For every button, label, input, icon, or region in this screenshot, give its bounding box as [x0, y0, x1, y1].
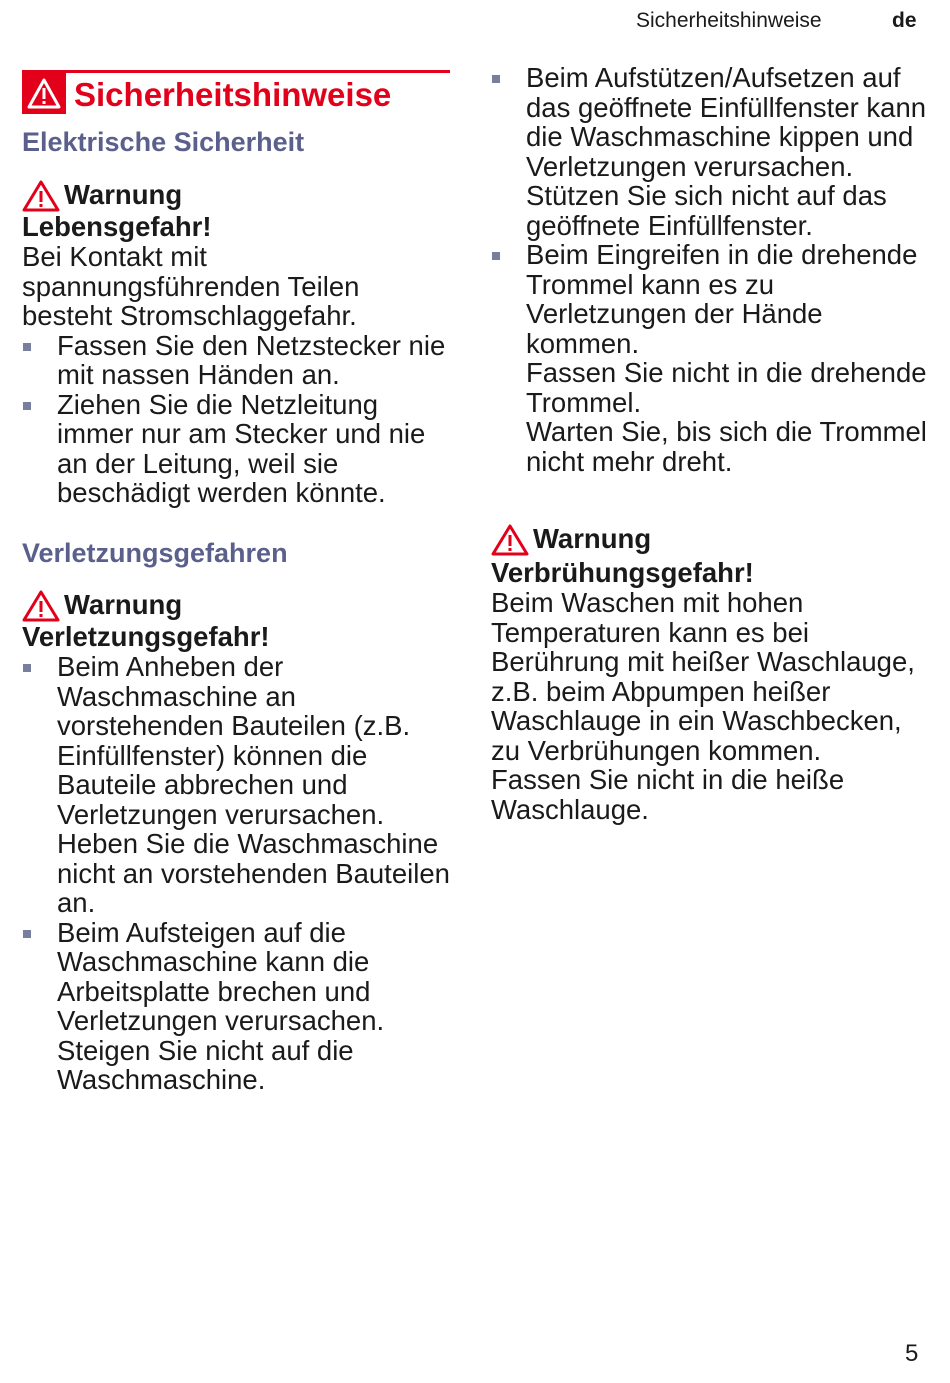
- list-item: Fassen Sie den Netzstecker nie mit nassen Händen an.: [22, 331, 452, 390]
- list-item: [491, 240, 931, 476]
- warning-triangle-icon: [22, 180, 60, 212]
- running-header-section: Sicherheitshinweise: [636, 9, 822, 32]
- warning-triangle-icon: [491, 524, 529, 556]
- page-title: Sicherheitshinweise: [74, 76, 392, 113]
- electrical-warning-body: [22, 211, 452, 508]
- scald-text: Beim Waschen mit hohen Temperaturen kann es bei Berührung mit heißer Waschlauge, z.B. beim Abpumpen heißer Waschlauge in ein Waschbecken, zu Verbrühungen kommen. Fassen Sie nicht in die heiße Waschlauge.: [491, 587, 915, 825]
- danger-text: Verbrühungsgefahr!: [491, 557, 754, 588]
- warning-label: Warnung: [533, 523, 652, 554]
- running-header-language: de: [892, 9, 917, 32]
- injury-warning-continued: [491, 63, 931, 476]
- list-item: Beim Aufstützen/Aufsetzen auf das geöffnete Einfüllfenster kann die Waschmaschine kippen und Verletzungen verursachen. Stützen Sie sich nicht auf das geöffnete Einfüllfenster.: [491, 63, 931, 240]
- injury-warning-body: [22, 621, 452, 1095]
- danger-text: Verletzungsgefahr!: [22, 621, 270, 652]
- warning-triangle-icon: [27, 78, 61, 109]
- warning-label: Warnung: [64, 589, 183, 620]
- heading-electrical-safety: Elektrische Sicherheit: [22, 127, 305, 157]
- list-item-text: Beim Eingreifen in die drehende Trommel kann es zu Verletzungen der Hände kommen.: [526, 239, 918, 359]
- electrical-instructions-list: [22, 331, 452, 508]
- section-title-bar: [22, 70, 450, 117]
- title-warning-badge: [22, 73, 66, 114]
- heading-injury-hazards: Verletzungsgefahren: [22, 538, 288, 568]
- scald-warning-body: [491, 557, 931, 824]
- list-item: Beim Anheben der Waschmaschine an vorstehenden Bauteilen (z.B. Einfüllfenster) können die Bauteile abbrechen und Verletzungen verursachen. Heben Sie die Waschmaschine nicht an vorstehenden Bauteilen an.: [22, 652, 452, 918]
- danger-text: Lebensgefahr!: [22, 211, 212, 242]
- warning-label: Warnung: [64, 179, 183, 210]
- injury-instructions-list-left: [22, 652, 452, 1095]
- list-item-text: Fassen Sie nicht in die drehende Trommel.: [526, 357, 927, 418]
- electrical-intro: Bei Kontakt mit spannungsführenden Teilen besteht Stromschlaggefahr.: [22, 241, 360, 331]
- list-item: Ziehen Sie die Netzleitung immer nur am Stecker und nie an der Leitung, weil sie beschädigt werden könnte.: [22, 390, 452, 508]
- page-number: 5: [905, 1340, 919, 1367]
- list-item-text: Warten Sie, bis sich die Trommel nicht mehr dreht.: [526, 416, 927, 477]
- injury-instructions-list-right: [491, 63, 931, 476]
- list-item: Beim Aufsteigen auf die Waschmaschine kann die Arbeitsplatte brechen und Verletzungen verursachen. Steigen Sie nicht auf die Waschmaschine.: [22, 918, 452, 1095]
- warning-triangle-icon: [22, 590, 60, 622]
